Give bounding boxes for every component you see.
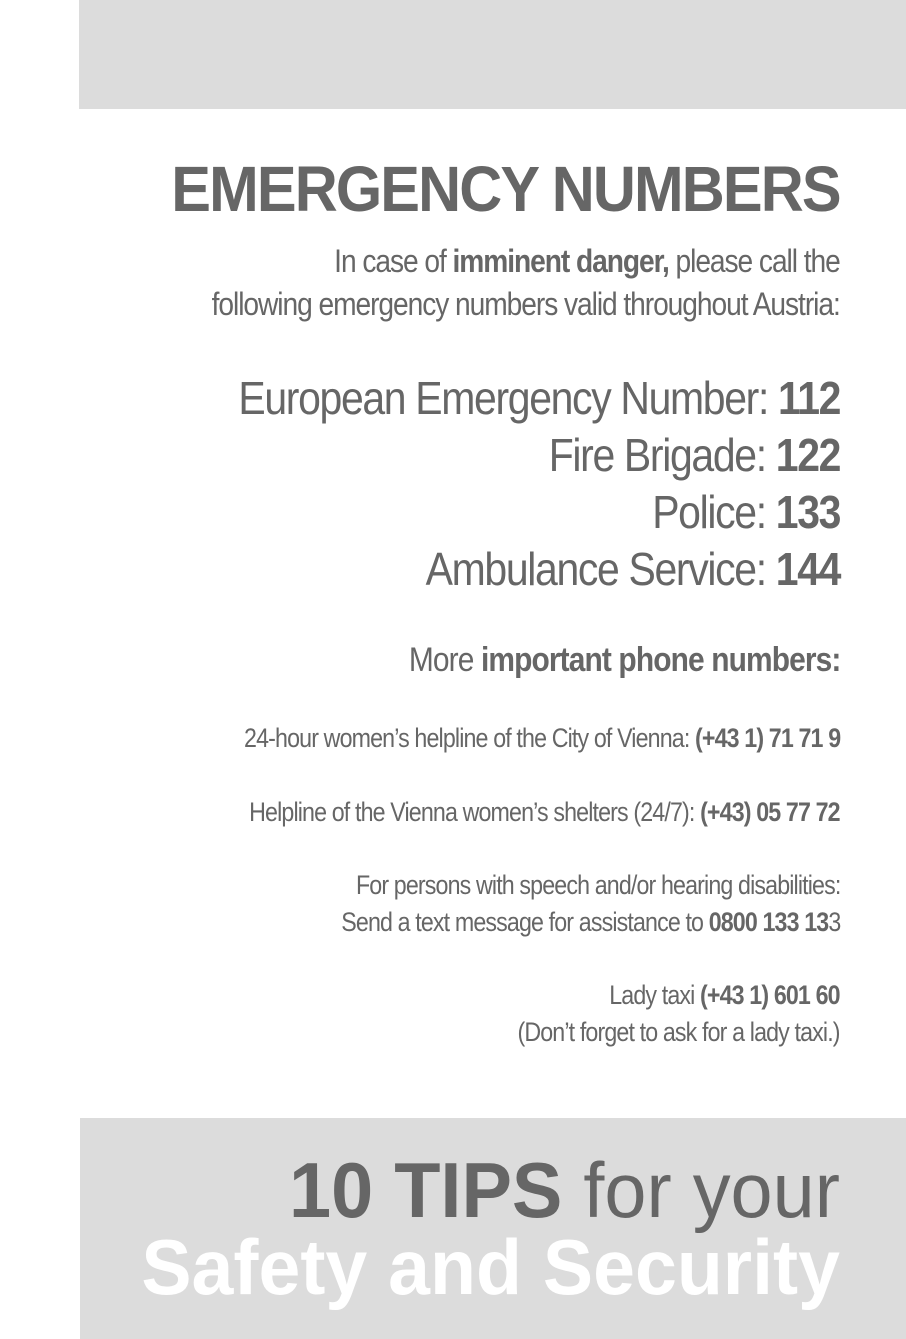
intro-text xyxy=(212,240,840,326)
lady-taxi-line: Lady taxi (+43 1) 601 60 xyxy=(609,980,840,1010)
lady-taxi-note: (Don’t forget to ask for a lady taxi.) xyxy=(517,1017,840,1047)
disabilities-info xyxy=(341,867,840,941)
disabilities-line-1: For persons with speech and/or hearing disabilities: xyxy=(355,870,840,900)
womens-helpline: 24-hour women’s helpline of the City of Vienna: (+43 1) 71 71 9 xyxy=(243,723,840,753)
shelters-helpline: Helpline of the Vienna women’s shelters (24/7): (+43) 05 77 72 xyxy=(249,797,840,827)
intro-line-1: In case of imminent danger, please call the xyxy=(334,243,840,279)
top-grey-band xyxy=(79,0,906,109)
disabilities-line-2: Send a text message for assistance to 0800 133 133 xyxy=(340,907,840,937)
emergency-numbers-list xyxy=(238,370,840,598)
banner-line-1: 10 TIPS for your xyxy=(289,1146,840,1234)
lady-taxi-info xyxy=(518,977,840,1051)
page-title: EMERGENCY NUMBERS xyxy=(171,153,840,225)
more-numbers-heading: More important phone numbers: xyxy=(408,641,840,679)
emergency-number-ambulance: Ambulance Service: 144 xyxy=(425,543,840,595)
emergency-number-european: European Emergency Number: 112 xyxy=(238,372,840,424)
intro-line-2: following emergency numbers valid throughout Austria: xyxy=(211,286,840,322)
emergency-number-police: Police: 133 xyxy=(652,486,840,538)
emergency-number-fire-brigade: Fire Brigade: 122 xyxy=(548,429,840,481)
banner-line-2: Safety and Security xyxy=(141,1223,840,1311)
